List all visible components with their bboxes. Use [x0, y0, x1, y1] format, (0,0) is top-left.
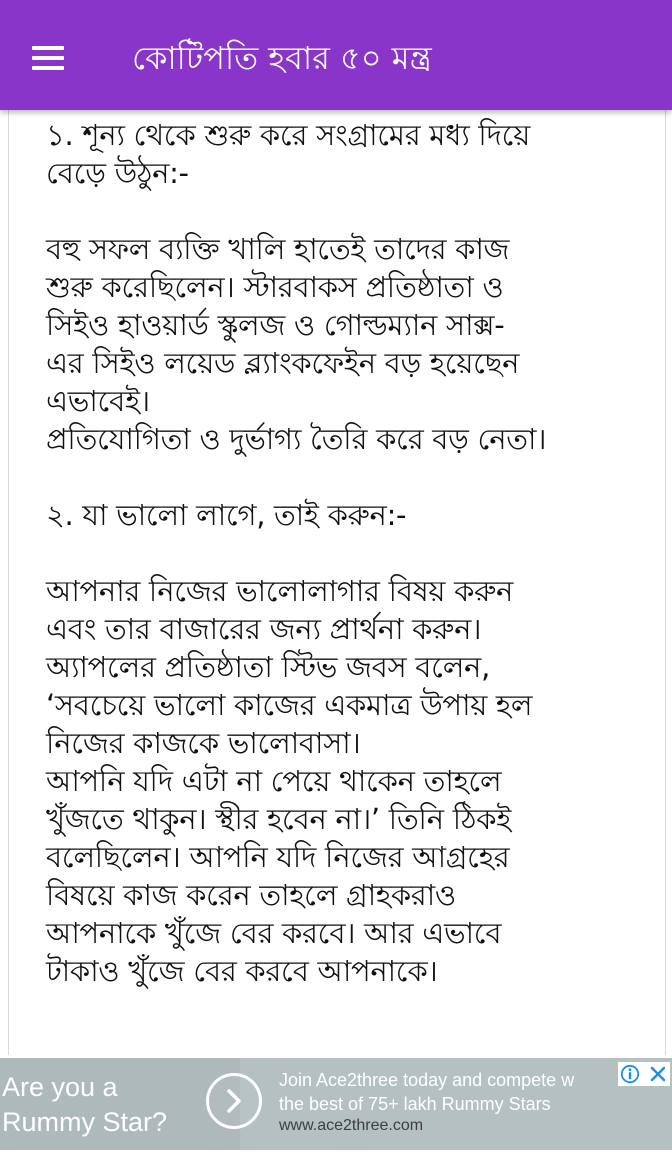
chevron-right-glyph	[223, 1088, 245, 1114]
app-bar	[0, 0, 672, 110]
text-line: খুঁজতে থাকুন। স্থীর হবেন না।’ তিনি ঠিকই	[46, 802, 511, 836]
app-title: কোটিপতি হবার ৫০ মন্ত্র	[132, 39, 432, 77]
text-line: আপনার নিজের ভালোলাগার বিষয় করুন	[46, 574, 514, 608]
text-line: বহু সফল ব্যক্তি খালি হাতেই তাদের কাজ	[46, 232, 510, 266]
text-line: আপনি যদি এটা না পেয়ে থাকেন তাহলে	[46, 764, 502, 798]
text-line: আপনাকে খুঁজে বের করবে। আর এভাবে	[46, 916, 502, 950]
text-line: বলেছিলেন। আপনি যদি নিজের আগ্রহের	[46, 840, 510, 874]
text-line: এবং তার বাজারের জন্য প্রার্থনা করুন।	[46, 612, 482, 646]
text-line: টাকাও খুঁজে বের করবে আপনাকে।	[46, 954, 438, 988]
article-content[interactable]	[46, 116, 646, 990]
bottom-strip	[0, 1150, 672, 1159]
text-line: বিষয়ে কাজ করেন তাহলে গ্রাহকরাও	[46, 878, 456, 912]
menu-bar-middle	[32, 56, 64, 60]
paragraph-gap	[46, 458, 646, 496]
chevron-right-icon[interactable]	[206, 1073, 262, 1129]
ad-headline-panel	[0, 1058, 240, 1150]
ad-headline-line2: Rummy Star?	[2, 1107, 168, 1137]
text-line: সিইও হাওয়ার্ড স্কুলজ ও গোল্ডম্যান সাক্স-	[46, 308, 505, 342]
text-line: এর সিইও লয়েড ব্ল্যাংকফেইন বড় হয়েছেন	[46, 346, 520, 380]
ad-close-icon[interactable]	[648, 1064, 668, 1084]
text-line: প্রতিযোগিতা ও দুর্ভাগ্য তৈরি করে বড় নেতা।	[46, 422, 547, 456]
text-line: শুরু করেছিলেন। স্টারবাকস প্রতিষ্ঠাতা ও	[46, 270, 504, 304]
ad-description-line1: Join Ace2three today and compete w	[279, 1070, 575, 1090]
ad-headline-line1: Are you a	[2, 1072, 118, 1102]
text-line: ১. শূন্য থেকে শুরু করে সংগ্রামের মধ্য দিয়ে	[46, 118, 531, 152]
text-line: ২. যা ভালো লাগে, তাই করুন:-	[46, 498, 407, 532]
paragraph-gap	[46, 192, 646, 230]
text-line: ‘সবচেয়ে ভালো কাজের একমাত্র উপায় হল	[46, 688, 533, 722]
ad-description-line2: the best of 75+ lakh Rummy Stars	[279, 1094, 551, 1114]
hamburger-menu-icon[interactable]	[24, 38, 74, 78]
ad-banner[interactable]	[0, 1058, 672, 1150]
menu-bar-bottom	[32, 66, 64, 70]
ad-headline	[2, 1070, 222, 1140]
text-line: এভাবেই।	[46, 384, 150, 418]
ad-choices	[618, 1062, 670, 1086]
ad-description	[279, 1068, 619, 1116]
ad-url[interactable]: www.ace2three.com	[279, 1117, 424, 1134]
text-line: নিজের কাজকে ভালোবাসা।	[46, 726, 361, 760]
text-line: বেড়ে উঠুন:-	[46, 156, 189, 190]
menu-bar-top	[32, 46, 64, 50]
text-line: অ্যাপলের প্রতিষ্ঠাতা স্টিভ জবস বলেন,	[46, 650, 490, 684]
paragraph-gap	[46, 534, 646, 572]
ad-info-icon[interactable]	[620, 1064, 640, 1084]
